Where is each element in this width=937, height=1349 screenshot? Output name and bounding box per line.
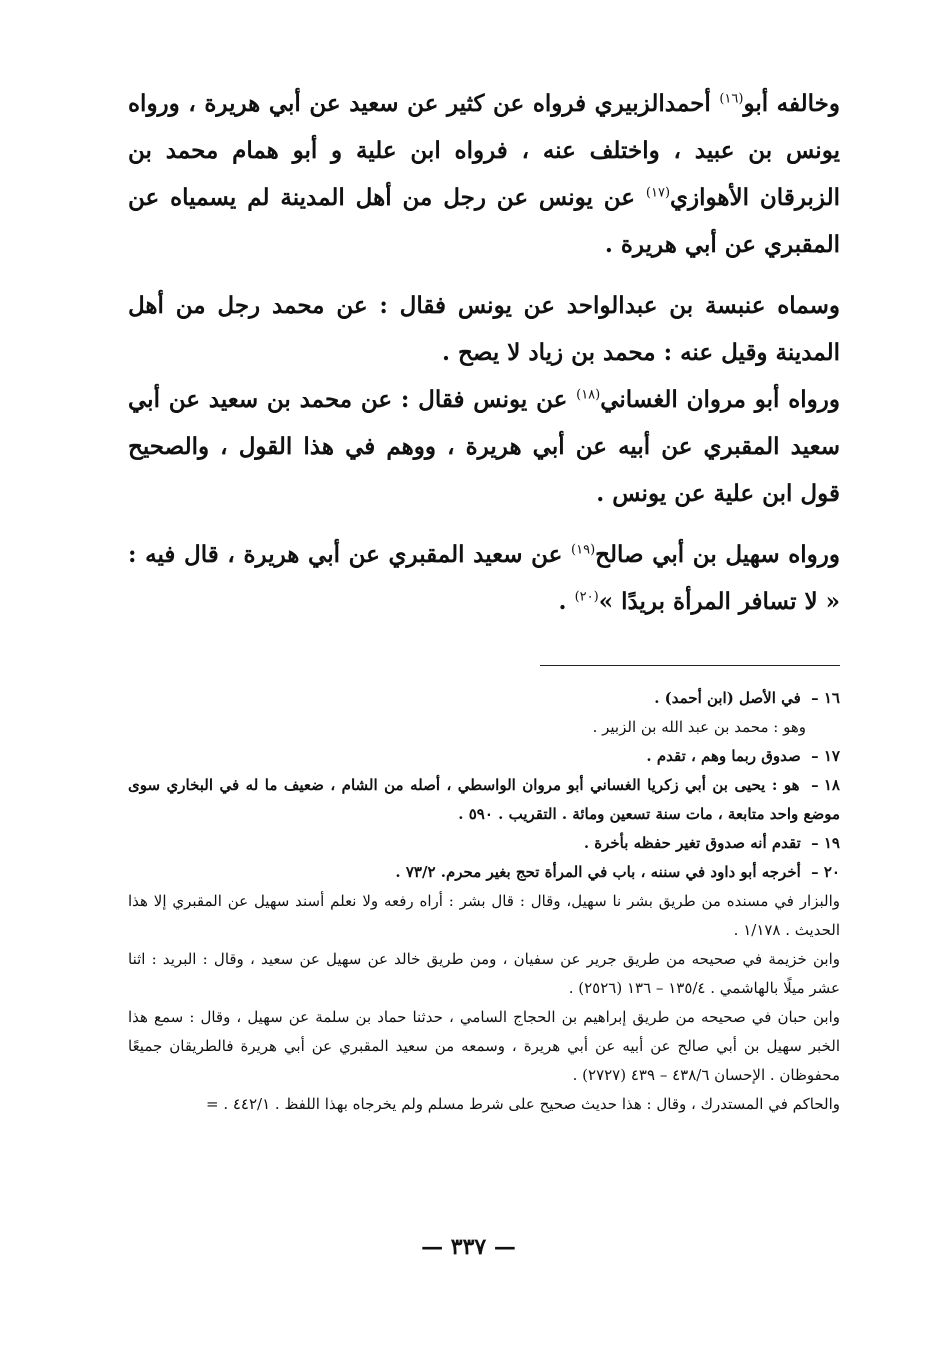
footnote-17 bbox=[128, 742, 840, 771]
paragraph-text: عن يونس فقال : عن محمد بن سعيد عن أبي سعيد المقبري عن أبيه عن أبي هريرة ، ووهم في هذا القول ، والصحيح قول ابن علية عن يونس . bbox=[128, 386, 840, 507]
paragraph-text: ورواه أبو مروان الغساني bbox=[600, 386, 840, 413]
paragraph-1 bbox=[128, 80, 840, 268]
footnote-16-continued: وهو : محمد بن عبد الله بن الزبير . bbox=[592, 718, 806, 736]
page-number: — ٣٣٧ — bbox=[421, 1234, 516, 1260]
footnote-text: في الأصل (ابن أحمد) . bbox=[654, 689, 801, 707]
paragraph-text: وخالفه أبو bbox=[743, 90, 840, 117]
footnote-ref: (١٩) bbox=[571, 542, 596, 558]
paragraph-text: أحمدالزبيري فرواه عن كثير عن سعيد عن أبي هريرة ، ورواه يونس بن عبيد ، واختلف عنه ، فرواه ابن علية و أبو همام محمد بن الزبرقان الأهوازي bbox=[128, 90, 840, 211]
paragraph-2: وسماه عنبسة بن عبدالواحد عن يونس فقال : عن محمد رجل من أهل المدينة وقيل عنه : محمد بن زياد لا يصح . bbox=[128, 292, 840, 366]
footnote-text: صدوق ربما وهم ، تقدم . bbox=[646, 747, 801, 765]
footnote-number: ١٨ – bbox=[811, 776, 840, 794]
footnote-ref: (٢٠) bbox=[574, 589, 599, 605]
paragraph-text: عن سعيد المقبري عن أبي هريرة ، قال فيه : « لا تسافر المرأة بريدًا » bbox=[128, 541, 840, 615]
footnote-16 bbox=[128, 684, 840, 713]
footnote-20-bazzar: والبزار في مسنده من طريق بشر نا سهيل، وقال : قال بشر : أراه رفعه ولا نعلم أسند سهيل عن المقبري إلا هذا الحديث . ١/١٧٨ . bbox=[128, 892, 840, 939]
footnote-text: هو : يحيى بن أبي زكريا الغساني أبو مروان الواسطي ، أصله من الشام ، ضعيف ما له في البخاري سوى موضع واحد متابعة ، مات سنة تسعين ومائة . التقريب . ٥٩٠ . bbox=[128, 776, 840, 823]
footnote-20 bbox=[128, 858, 840, 887]
footnote-number: ١٧ – bbox=[811, 747, 840, 765]
footnote-ref: (١٧) bbox=[645, 185, 671, 201]
paragraph-4 bbox=[128, 531, 840, 625]
footnote-20-hakim: والحاكم في المستدرك ، وقال : هذا حديث صحيح على شرط مسلم ولم يخرجاه بهذا اللفظ . ٤٤٢/١ . = bbox=[205, 1095, 840, 1113]
footnote-number: ١٦ – bbox=[811, 689, 840, 707]
paragraph-text: ورواه سهيل بن أبي صالح bbox=[595, 541, 840, 568]
footnote-text: تقدم أنه صدوق تغير حفظه بأخرة . bbox=[583, 834, 801, 852]
footnotes bbox=[128, 684, 840, 1119]
footnote-ref: (١٦) bbox=[719, 91, 744, 107]
paragraph-3 bbox=[128, 376, 840, 517]
footnote-ref: (١٨) bbox=[576, 387, 601, 403]
footnote-19 bbox=[128, 829, 840, 858]
footnote-20-khuzaymah: وابن خزيمة في صحيحه من طريق جرير عن سفيان ، ومن طريق خالد عن سهيل عن سعيد ، وقال : البريد : اثنا عشر ميلًا بالهاشمي . ١٣٥/٤ – ١٣٦ (٢٥٢٦) . bbox=[128, 950, 840, 997]
footnote-number: ٢٠ – bbox=[811, 863, 840, 881]
footnote-18 bbox=[128, 771, 840, 829]
footnote-text: أخرجه أبو داود في سننه ، باب في المرأة تحج بغير محرم. ٧٣/٢ . bbox=[395, 863, 801, 881]
footnote-20-hibban: وابن حبان في صحيحه من طريق إبراهيم بن الحجاج السامي ، حدثنا حماد بن سلمة عن سهيل ، وقال : سمع هذا الخبر سهيل بن أبي صالح عن أبيه عن أبي هريرة ، وسمعه من سعيد المقبري عن أبي هريرة فالطريقان جميعًا محفوظان . الإحسان ٤٣٨/٦ – ٤٣٩ (٢٧٢٧) . bbox=[128, 1008, 840, 1084]
paragraph-text: . bbox=[558, 588, 575, 615]
main-text bbox=[128, 80, 840, 639]
footnote-number: ١٩ – bbox=[811, 834, 840, 852]
paragraph-text: عن يونس عن رجل من أهل المدينة لم يسمياه عن المقبري عن أبي هريرة . bbox=[128, 184, 840, 258]
footnote-divider bbox=[540, 665, 840, 666]
